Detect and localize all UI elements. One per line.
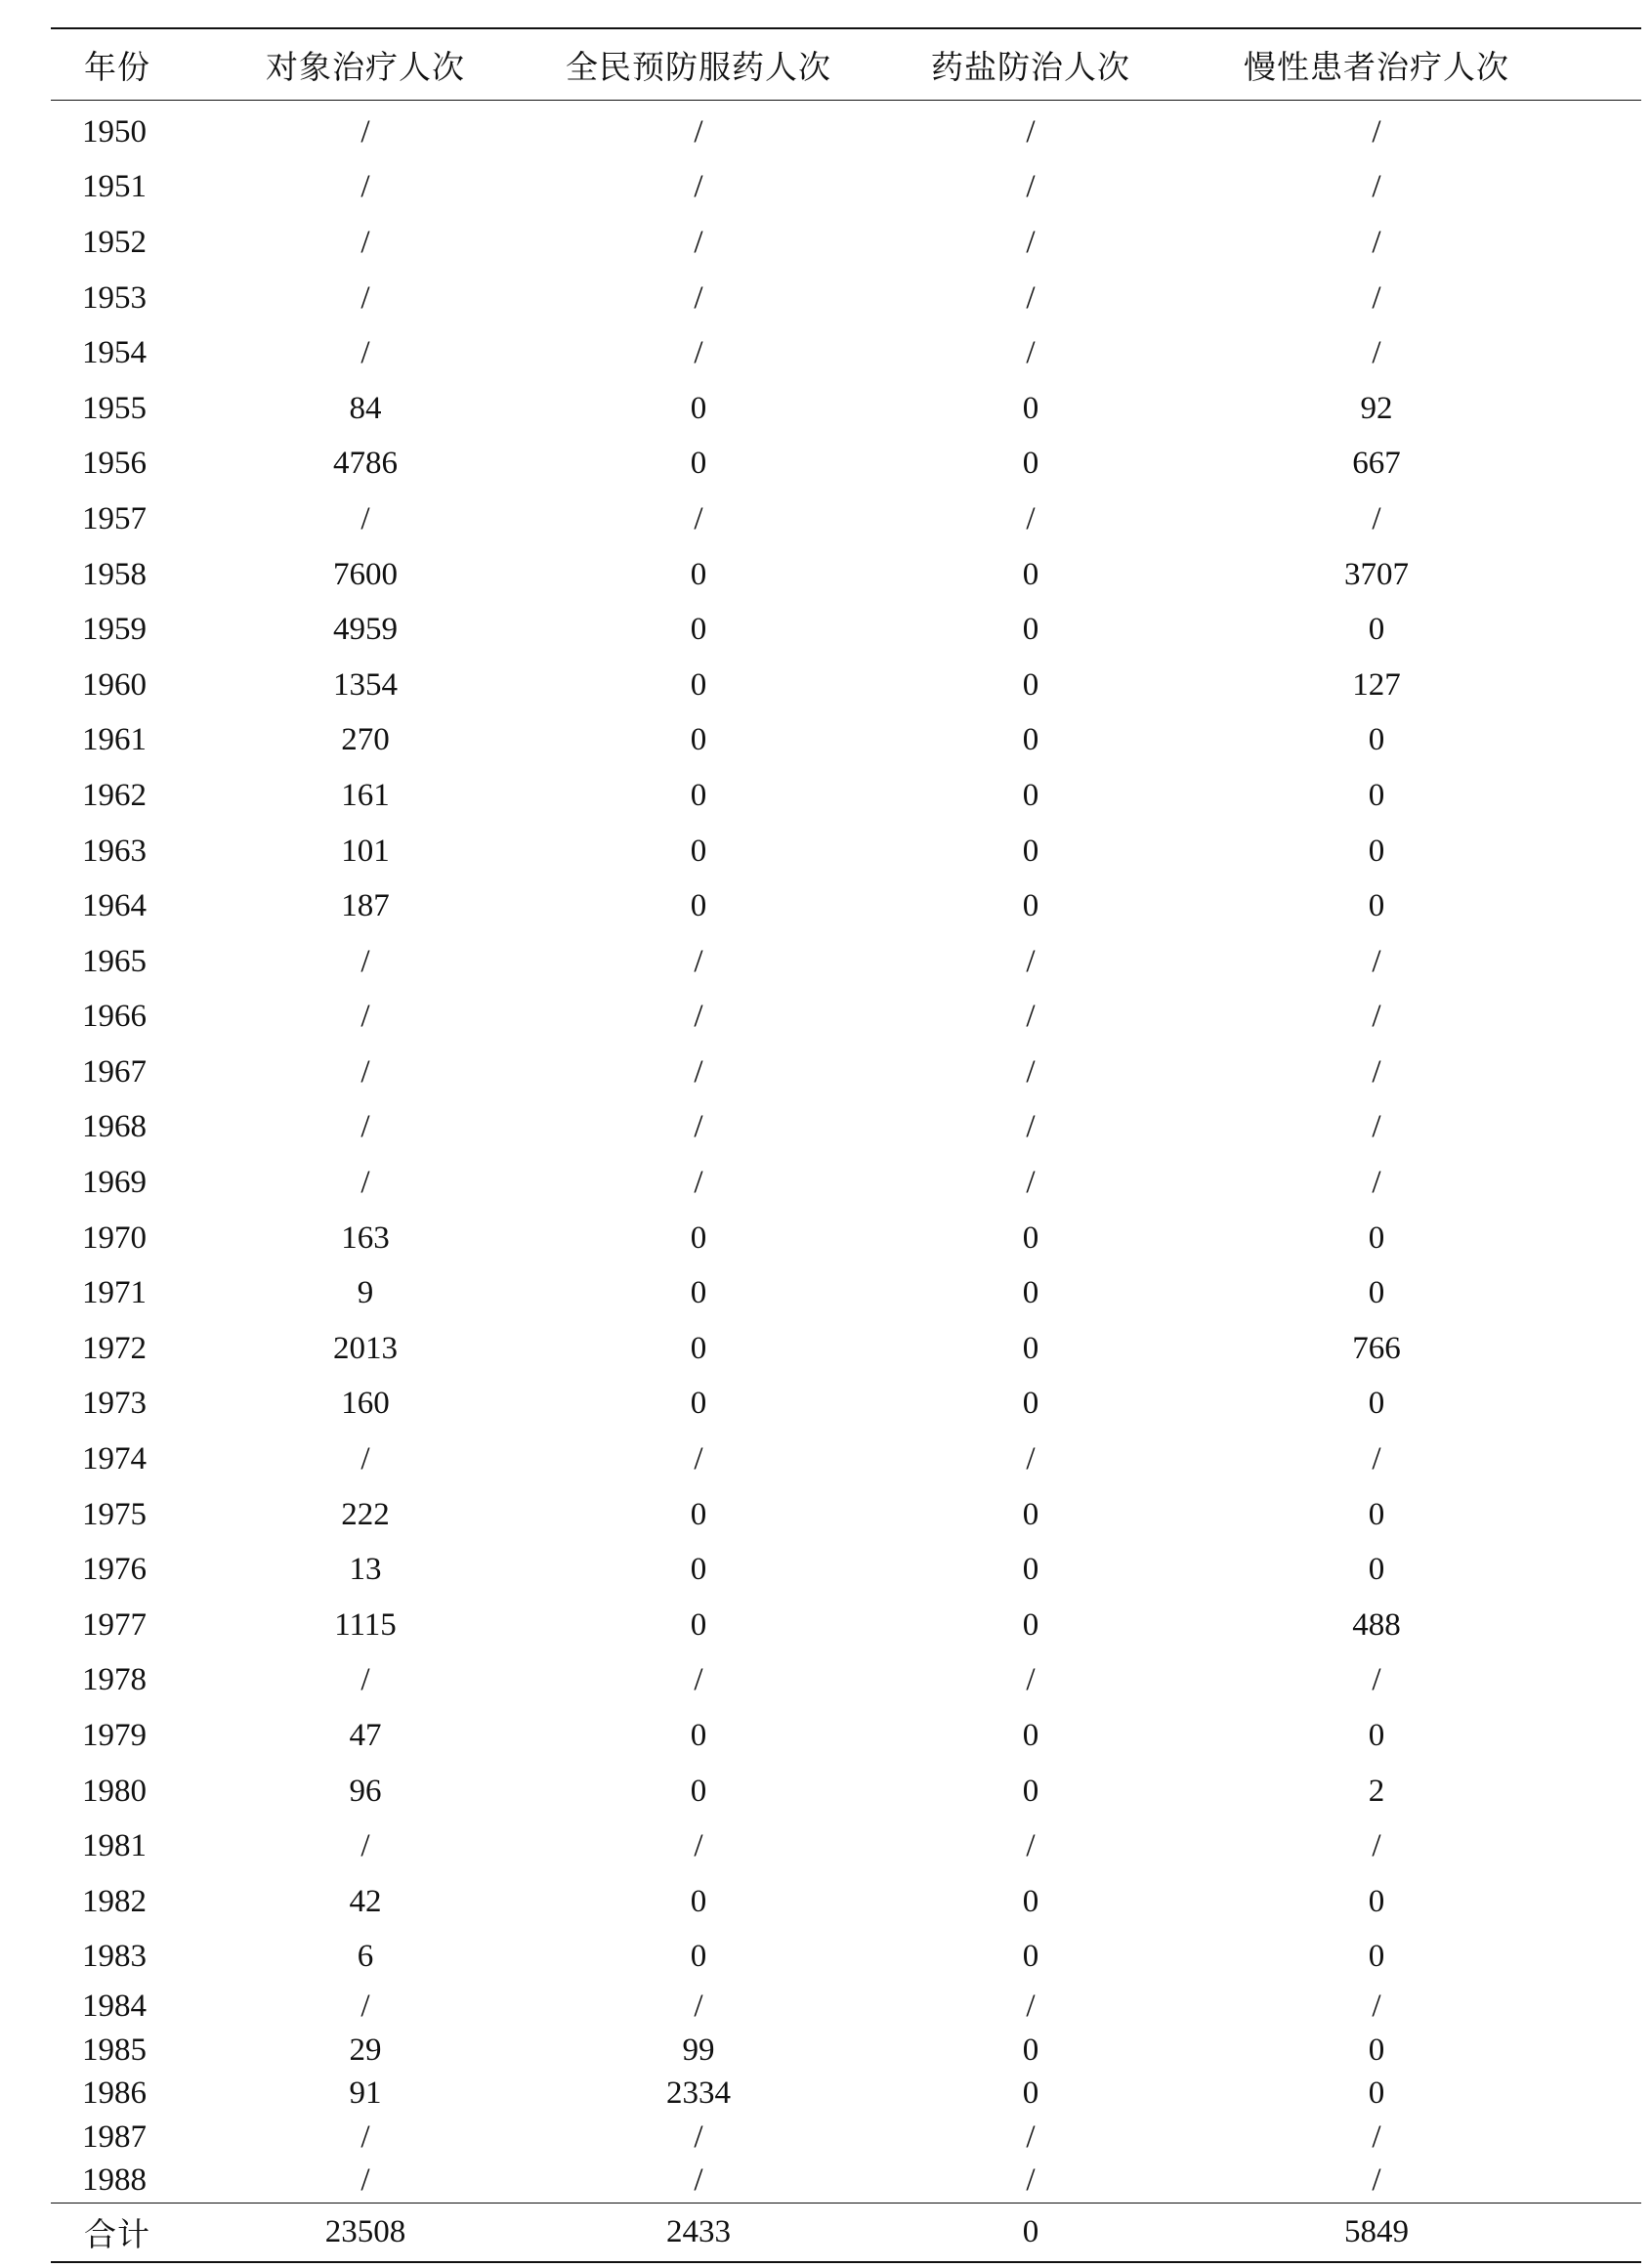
cell-chronic-treatment: 0: [1368, 1939, 1385, 1975]
table-row: [51, 1377, 1641, 1433]
cell-targeted-treatment: /: [360, 1053, 370, 1090]
cell-medicated-salt: 0: [1022, 390, 1039, 426]
cell-year: 1960: [82, 666, 147, 703]
cell-mass-prevention: /: [694, 500, 703, 536]
cell-mass-prevention: 0: [690, 1330, 707, 1366]
cell-chronic-treatment: /: [1372, 335, 1381, 371]
cell-year: 1967: [82, 1053, 147, 1090]
cell-mass-prevention: 0: [690, 390, 707, 426]
cell-chronic-treatment: /: [1372, 1441, 1381, 1477]
total-chronic-treatment: 5849: [1344, 2214, 1409, 2250]
cell-targeted-treatment: /: [360, 1441, 370, 1477]
cell-mass-prevention: /: [694, 279, 703, 316]
cell-chronic-treatment: 0: [1368, 2032, 1385, 2068]
table-row: [51, 713, 1641, 769]
cell-chronic-treatment: /: [1372, 1662, 1381, 1698]
table-row: [51, 1265, 1641, 1321]
cell-mass-prevention: 0: [690, 1275, 707, 1311]
cell-medicated-salt: 0: [1022, 2032, 1039, 2068]
cell-targeted-treatment: /: [360, 999, 370, 1035]
cell-medicated-salt: /: [1026, 2118, 1036, 2155]
table-row: [51, 271, 1641, 326]
cell-year: 1976: [82, 1552, 147, 1588]
cell-targeted-treatment: /: [360, 943, 370, 979]
cell-year: 1980: [82, 1773, 147, 1809]
cell-mass-prevention: /: [694, 113, 703, 150]
cell-targeted-treatment: 9: [357, 1275, 374, 1311]
cell-chronic-treatment: 127: [1352, 666, 1401, 703]
cell-medicated-salt: /: [1026, 279, 1036, 316]
table-body: [51, 101, 1641, 2203]
cell-medicated-salt: 0: [1022, 1606, 1039, 1643]
cell-medicated-salt: /: [1026, 2162, 1036, 2199]
table-row: [51, 105, 1641, 160]
cell-targeted-treatment: /: [360, 1828, 370, 1864]
table-row: [51, 878, 1641, 934]
cell-year: 1970: [82, 1220, 147, 1256]
cell-medicated-salt: 0: [1022, 2075, 1039, 2112]
cell-targeted-treatment: /: [360, 1109, 370, 1145]
cell-mass-prevention: /: [694, 1053, 703, 1090]
cell-year: 1982: [82, 1883, 147, 1919]
header-chronic-treatment: 慢性患者治疗人次: [1244, 47, 1509, 86]
table-row: [51, 1542, 1641, 1598]
cell-chronic-treatment: /: [1372, 113, 1381, 150]
cell-year: 1969: [82, 1165, 147, 1201]
cell-chronic-treatment: 0: [1368, 1718, 1385, 1754]
table-row: [51, 2160, 1641, 2204]
cell-medicated-salt: /: [1026, 1165, 1036, 1201]
cell-year: 1964: [82, 888, 147, 924]
table-row: [51, 1487, 1641, 1543]
cell-targeted-treatment: 270: [341, 722, 390, 758]
cell-medicated-salt: 0: [1022, 888, 1039, 924]
table-row: [51, 1211, 1641, 1266]
cell-medicated-salt: /: [1026, 999, 1036, 1035]
cell-mass-prevention: 0: [690, 666, 707, 703]
cell-chronic-treatment: /: [1372, 2118, 1381, 2155]
cell-chronic-treatment: 0: [1368, 612, 1385, 648]
cell-mass-prevention: 0: [690, 556, 707, 592]
table-row: [51, 547, 1641, 603]
cell-mass-prevention: 0: [690, 1883, 707, 1919]
cell-chronic-treatment: /: [1372, 1988, 1381, 2024]
cell-targeted-treatment: 96: [349, 1773, 382, 1809]
cell-mass-prevention: /: [694, 1165, 703, 1201]
table-row: [51, 934, 1641, 990]
cell-medicated-salt: 0: [1022, 1275, 1039, 1311]
cell-medicated-salt: 0: [1022, 1330, 1039, 1366]
cell-mass-prevention: 0: [690, 1220, 707, 1256]
table-header-row: [51, 29, 1641, 100]
cell-chronic-treatment: 488: [1352, 1606, 1401, 1643]
table-row: [51, 1100, 1641, 1156]
cell-targeted-treatment: /: [360, 1662, 370, 1698]
cell-chronic-treatment: 766: [1352, 1330, 1401, 1366]
cell-mass-prevention: 0: [690, 1773, 707, 1809]
cell-chronic-treatment: /: [1372, 1109, 1381, 1145]
table-row: [51, 437, 1641, 492]
cell-targeted-treatment: 47: [349, 1718, 382, 1754]
cell-year: 1973: [82, 1386, 147, 1422]
cell-medicated-salt: /: [1026, 224, 1036, 260]
cell-year: 1954: [82, 335, 147, 371]
table-row: [51, 1321, 1641, 1377]
cell-targeted-treatment: 13: [349, 1552, 382, 1588]
cell-year: 1987: [82, 2118, 147, 2155]
cell-mass-prevention: /: [694, 169, 703, 205]
table-total-row: [51, 2204, 1641, 2261]
cell-mass-prevention: /: [694, 2162, 703, 2199]
header-mass-prevention: 全民预防服药人次: [566, 47, 831, 86]
cell-year: 1959: [82, 612, 147, 648]
cell-mass-prevention: 2334: [666, 2075, 731, 2112]
cell-mass-prevention: 0: [690, 1552, 707, 1588]
cell-chronic-treatment: 0: [1368, 1386, 1385, 1422]
cell-year: 1952: [82, 224, 147, 260]
cell-chronic-treatment: /: [1372, 169, 1381, 205]
table-row: [51, 1432, 1641, 1487]
cell-mass-prevention: /: [694, 1828, 703, 1864]
cell-mass-prevention: /: [694, 1662, 703, 1698]
cell-chronic-treatment: 92: [1360, 390, 1393, 426]
cell-targeted-treatment: 222: [341, 1496, 390, 1532]
cell-mass-prevention: /: [694, 1109, 703, 1145]
cell-chronic-treatment: /: [1372, 2162, 1381, 2199]
cell-medicated-salt: /: [1026, 1053, 1036, 1090]
cell-year: 1981: [82, 1828, 147, 1864]
cell-year: 1972: [82, 1330, 147, 1366]
cell-chronic-treatment: 0: [1368, 1552, 1385, 1588]
header-targeted-treatment: 对象治疗人次: [266, 47, 465, 86]
cell-chronic-treatment: 0: [1368, 1496, 1385, 1532]
cell-medicated-salt: /: [1026, 1109, 1036, 1145]
total-medicated-salt: 0: [1022, 2214, 1039, 2250]
cell-mass-prevention: 0: [690, 446, 707, 482]
cell-targeted-treatment: 4786: [333, 446, 398, 482]
cell-medicated-salt: /: [1026, 1988, 1036, 2024]
cell-chronic-treatment: 2: [1368, 1773, 1385, 1809]
cell-year: 1962: [82, 777, 147, 813]
cell-year: 1971: [82, 1275, 147, 1311]
cell-targeted-treatment: /: [360, 2118, 370, 2155]
cell-targeted-treatment: 4959: [333, 612, 398, 648]
cell-mass-prevention: 0: [690, 612, 707, 648]
cell-mass-prevention: 0: [690, 777, 707, 813]
cell-medicated-salt: 0: [1022, 446, 1039, 482]
table-row: [51, 1598, 1641, 1653]
cell-year: 1983: [82, 1939, 147, 1975]
cell-medicated-salt: 0: [1022, 1552, 1039, 1588]
table-row: [51, 1930, 1641, 1986]
cell-year: 1968: [82, 1109, 147, 1145]
cell-medicated-salt: 0: [1022, 833, 1039, 869]
cell-year: 1963: [82, 833, 147, 869]
table-row: [51, 1045, 1641, 1100]
cell-targeted-treatment: 1115: [334, 1606, 397, 1643]
cell-mass-prevention: /: [694, 224, 703, 260]
cell-chronic-treatment: /: [1372, 224, 1381, 260]
cell-year: 1974: [82, 1441, 147, 1477]
cell-chronic-treatment: 0: [1368, 888, 1385, 924]
table-row: [51, 1764, 1641, 1819]
cell-targeted-treatment: /: [360, 113, 370, 150]
cell-mass-prevention: /: [694, 335, 703, 371]
cell-chronic-treatment: 0: [1368, 777, 1385, 813]
table-row: [51, 1708, 1641, 1764]
cell-medicated-salt: 0: [1022, 1883, 1039, 1919]
table-row: [51, 1985, 1641, 2029]
cell-targeted-treatment: 42: [349, 1883, 382, 1919]
cell-chronic-treatment: 3707: [1344, 556, 1409, 592]
cell-mass-prevention: 0: [690, 1386, 707, 1422]
cell-mass-prevention: /: [694, 1988, 703, 2024]
cell-mass-prevention: /: [694, 1441, 703, 1477]
cell-medicated-salt: /: [1026, 943, 1036, 979]
cell-medicated-salt: /: [1026, 500, 1036, 536]
cell-medicated-salt: 0: [1022, 612, 1039, 648]
cell-targeted-treatment: 163: [341, 1220, 390, 1256]
cell-year: 1965: [82, 943, 147, 979]
cell-year: 1958: [82, 556, 147, 592]
cell-mass-prevention: 0: [690, 1939, 707, 1975]
table-row: [51, 658, 1641, 713]
cell-mass-prevention: 0: [690, 722, 707, 758]
cell-targeted-treatment: 29: [349, 2032, 382, 2068]
table-row: [51, 1653, 1641, 1709]
table-row: [51, 215, 1641, 271]
table-row: [51, 1874, 1641, 1930]
cell-targeted-treatment: 187: [341, 888, 390, 924]
cell-chronic-treatment: /: [1372, 1053, 1381, 1090]
cell-medicated-salt: 0: [1022, 1939, 1039, 1975]
table-row: [51, 2029, 1641, 2073]
cell-targeted-treatment: /: [360, 169, 370, 205]
cell-medicated-salt: /: [1026, 1828, 1036, 1864]
cell-chronic-treatment: 0: [1368, 1883, 1385, 1919]
cell-medicated-salt: /: [1026, 1441, 1036, 1477]
cell-medicated-salt: 0: [1022, 1773, 1039, 1809]
cell-medicated-salt: /: [1026, 1662, 1036, 1698]
cell-chronic-treatment: 0: [1368, 1220, 1385, 1256]
cell-medicated-salt: /: [1026, 169, 1036, 205]
cell-year: 1978: [82, 1662, 147, 1698]
cell-medicated-salt: 0: [1022, 1496, 1039, 1532]
cell-mass-prevention: /: [694, 2118, 703, 2155]
table-row: [51, 381, 1641, 437]
cell-chronic-treatment: 0: [1368, 2075, 1385, 2112]
cell-year: 1984: [82, 1988, 147, 2024]
cell-chronic-treatment: /: [1372, 943, 1381, 979]
cell-medicated-salt: 0: [1022, 1718, 1039, 1754]
cell-year: 1966: [82, 999, 147, 1035]
cell-medicated-salt: 0: [1022, 777, 1039, 813]
cell-mass-prevention: 0: [690, 1718, 707, 1754]
cell-chronic-treatment: /: [1372, 279, 1381, 316]
cell-targeted-treatment: 161: [341, 777, 390, 813]
cell-medicated-salt: 0: [1022, 1220, 1039, 1256]
cell-targeted-treatment: 101: [341, 833, 390, 869]
cell-targeted-treatment: 2013: [333, 1330, 398, 1366]
cell-targeted-treatment: 1354: [333, 666, 398, 703]
cell-chronic-treatment: /: [1372, 1828, 1381, 1864]
total-label: 合计: [84, 2215, 150, 2254]
cell-year: 1988: [82, 2162, 147, 2199]
cell-targeted-treatment: /: [360, 224, 370, 260]
cell-year: 1979: [82, 1718, 147, 1754]
cell-year: 1975: [82, 1496, 147, 1532]
cell-targeted-treatment: 84: [349, 390, 382, 426]
cell-chronic-treatment: /: [1372, 500, 1381, 536]
total-targeted-treatment: 23508: [324, 2214, 406, 2250]
cropped-table-caption: [0, 0, 1652, 18]
cell-targeted-treatment: /: [360, 500, 370, 536]
cell-year: 1951: [82, 169, 147, 205]
table-row: [51, 492, 1641, 547]
cell-year: 1953: [82, 279, 147, 316]
cell-targeted-treatment: /: [360, 335, 370, 371]
table-row: [51, 325, 1641, 381]
cell-year: 1956: [82, 446, 147, 482]
cell-targeted-treatment: /: [360, 1165, 370, 1201]
table-row: [51, 2116, 1641, 2160]
cell-targeted-treatment: /: [360, 279, 370, 316]
header-year: 年份: [84, 47, 150, 86]
cell-medicated-salt: 0: [1022, 722, 1039, 758]
cell-mass-prevention: /: [694, 999, 703, 1035]
table-row: [51, 824, 1641, 879]
table-row: [51, 602, 1641, 658]
cell-medicated-salt: /: [1026, 113, 1036, 150]
cell-chronic-treatment: 0: [1368, 722, 1385, 758]
cell-mass-prevention: 0: [690, 1496, 707, 1532]
cell-targeted-treatment: 6: [357, 1939, 374, 1975]
cell-year: 1957: [82, 500, 147, 536]
cell-mass-prevention: 0: [690, 833, 707, 869]
cell-year: 1955: [82, 390, 147, 426]
table-bottom-rule: [51, 2261, 1641, 2263]
cell-chronic-treatment: /: [1372, 999, 1381, 1035]
cell-targeted-treatment: 91: [349, 2075, 382, 2112]
cell-targeted-treatment: 160: [341, 1386, 390, 1422]
table-row: [51, 160, 1641, 216]
cell-mass-prevention: 99: [682, 2032, 715, 2068]
total-mass-prevention: 2433: [666, 2214, 731, 2250]
cell-year: 1961: [82, 722, 147, 758]
statistics-table: [51, 27, 1641, 2263]
cell-mass-prevention: 0: [690, 1606, 707, 1643]
table-row: [51, 1819, 1641, 1874]
header-medicated-salt: 药盐防治人次: [931, 47, 1130, 86]
cell-year: 1986: [82, 2075, 147, 2112]
cell-year: 1950: [82, 113, 147, 150]
cell-chronic-treatment: /: [1372, 1165, 1381, 1201]
cell-medicated-salt: 0: [1022, 556, 1039, 592]
cell-medicated-salt: 0: [1022, 1386, 1039, 1422]
cell-targeted-treatment: 7600: [333, 556, 398, 592]
cell-year: 1977: [82, 1606, 147, 1643]
cell-chronic-treatment: 0: [1368, 833, 1385, 869]
table-row: [51, 768, 1641, 824]
cell-targeted-treatment: /: [360, 2162, 370, 2199]
table-row: [51, 1155, 1641, 1211]
cell-year: 1985: [82, 2032, 147, 2068]
cell-medicated-salt: /: [1026, 335, 1036, 371]
table-row: [51, 2072, 1641, 2116]
cell-chronic-treatment: 667: [1352, 446, 1401, 482]
cell-mass-prevention: /: [694, 943, 703, 979]
cell-mass-prevention: 0: [690, 888, 707, 924]
cell-medicated-salt: 0: [1022, 666, 1039, 703]
cell-targeted-treatment: /: [360, 1988, 370, 2024]
table-row: [51, 990, 1641, 1046]
cell-chronic-treatment: 0: [1368, 1275, 1385, 1311]
